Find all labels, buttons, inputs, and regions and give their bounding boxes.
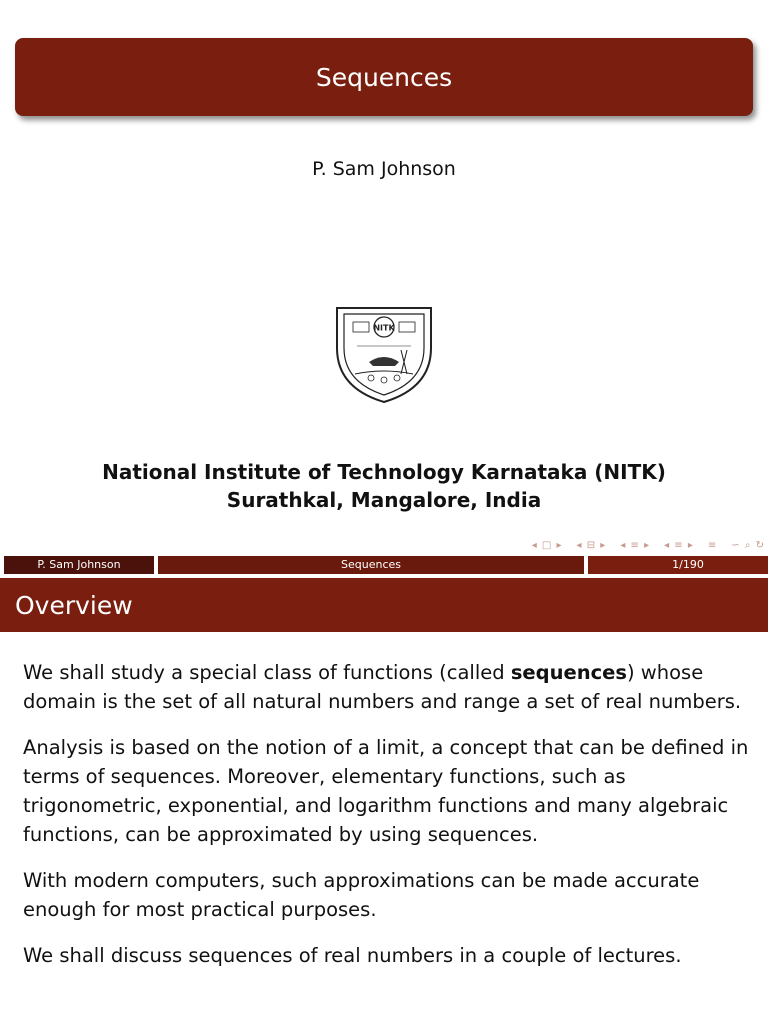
- footer-title: Sequences: [158, 556, 584, 574]
- footer-author: P. Sam Johnson: [4, 556, 154, 574]
- nitk-emblem-icon: [331, 300, 437, 406]
- paragraph-4: We shall discuss sequences of real numbers in a couple of lectures.: [23, 944, 682, 967]
- emblem-text: NITK: [373, 323, 395, 333]
- overview-heading: Overview: [15, 590, 133, 620]
- slide-footer: [4, 556, 768, 574]
- nav-frame-icon[interactable]: ◂ □ ▸: [531, 539, 563, 551]
- paragraph-2: Analysis is based on the notion of a limit, a concept that can be defined in terms of sequences. Moreover, elementary functions, such as trigonometric, exponential, and logarithm functions and many algebraic functions, can be approximated by using sequences.: [23, 736, 749, 846]
- keyword-sequences: sequences: [510, 661, 627, 684]
- author-name: P. Sam Johnson: [312, 158, 456, 180]
- institution-location: Surathkal, Mangalore, India: [226, 488, 542, 512]
- beamer-navigation: [480, 538, 765, 552]
- nav-align-icon[interactable]: ≡: [707, 539, 718, 551]
- slide-title: Sequences: [315, 62, 453, 92]
- footer-page-number: 1/190: [588, 556, 768, 574]
- nav-section2-icon[interactable]: ◂ ≡ ▸: [664, 539, 694, 551]
- nav-subsection-icon[interactable]: ◂ ⊟ ▸: [576, 539, 607, 551]
- nav-section-icon[interactable]: ◂ ≡ ▸: [620, 539, 651, 551]
- nav-search-icon[interactable]: ∽ ⌕ ↻: [731, 539, 765, 551]
- overview-content: [23, 658, 758, 987]
- paragraph-1: We shall study a special class of functions (called sequences) whose domain is the set of all natural numbers and range a set of real numbers.: [23, 661, 742, 713]
- overview-heading-bar: [0, 578, 768, 632]
- institution-name: National Institute of Technology Karnataka (NITK): [102, 460, 666, 484]
- paragraph-3: With modern computers, such approximations can be made accurate enough for most practical purposes.: [23, 869, 700, 921]
- institution-block: [0, 458, 768, 514]
- slide-title-box: [15, 38, 753, 116]
